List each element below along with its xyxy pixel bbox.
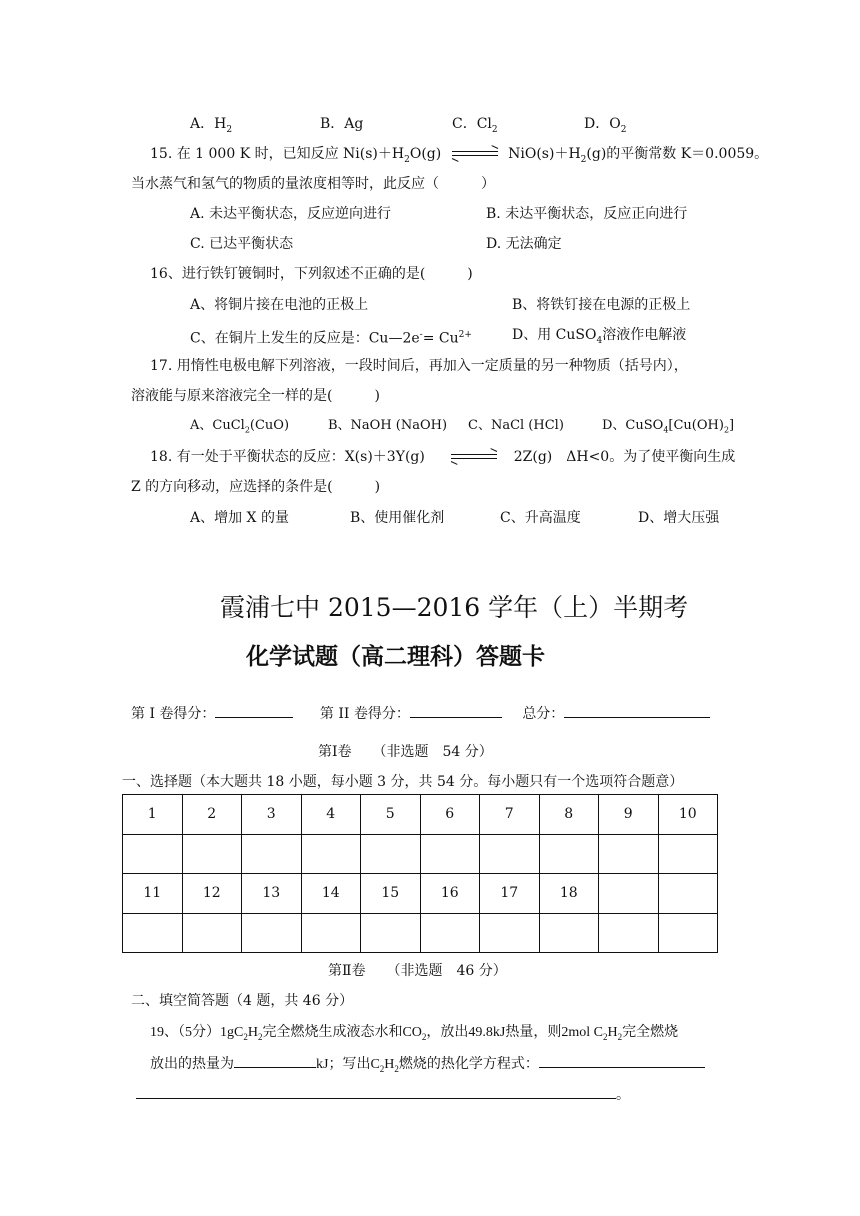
grid-number: 17 [480, 874, 540, 914]
answer-cell[interactable] [539, 913, 599, 953]
answer-grid-numbers-row [123, 795, 718, 835]
q18-stem-line1: 18. 有一处于平衡状态的反应：X(s)＋3Y(g) 2Z(g) ΔH<0。为了使平衡向生成 [150, 449, 736, 465]
grid-number: 2 [182, 795, 242, 835]
answer-grid-answers-row [123, 834, 718, 874]
answer-cell[interactable] [539, 834, 599, 874]
grid-number: 7 [480, 795, 540, 835]
q15-option-c: C. 已达平衡状态 [190, 236, 294, 252]
grid-number: 4 [301, 795, 361, 835]
q18-stem-line2: Z 的方向移动，应选择的条件是( ) [131, 479, 381, 495]
score-row [131, 703, 731, 724]
score-part2-label: 第 II 卷得分： [319, 706, 410, 722]
answer-grid-numbers-row [123, 874, 718, 914]
q17-option-c: C、NaCl (HCl) [468, 418, 564, 433]
answer-cell[interactable] [301, 913, 361, 953]
answer-cell[interactable] [182, 913, 242, 953]
equilibrium-arrow-icon [452, 148, 498, 160]
answer-grid [122, 794, 718, 953]
answer-cell[interactable] [480, 913, 540, 953]
section1-heading: 第Ⅰ卷 （非选题 54 分） [318, 744, 493, 760]
q15-option-d: D. 无法确定 [486, 236, 562, 252]
answer-cell[interactable] [658, 913, 718, 953]
q14-option-c: C．$Cl_2$ [452, 116, 498, 135]
q16-option-b: B、将铁钉接在电源的正极上 [512, 297, 691, 313]
answer-cell[interactable] [599, 834, 659, 874]
score-part1-label: 第 I 卷得分： [131, 706, 216, 722]
q16-option-c: C、在铜片上发生的反应是：Cu—2e-= $Cu^{2+}$ [190, 330, 472, 347]
grid-number: 6 [420, 795, 480, 835]
q19-heat-field[interactable] [234, 1053, 316, 1068]
answer-cell[interactable] [480, 834, 540, 874]
q19-line3: 。 [136, 1084, 630, 1105]
q16-option-a: A、将铜片接在电池的正极上 [190, 297, 369, 313]
grid-number: 15 [361, 874, 421, 914]
q16-stem: 16、进行铁钉镀铜时，下列叙述不正确的是( ) [150, 266, 473, 282]
answer-cell[interactable] [123, 913, 183, 953]
answer-cell[interactable] [242, 913, 302, 953]
q17-stem-line1: 17. 用惰性电极电解下列溶液，一段时间后，再加入一定质量的另一种物质（括号内）， [150, 358, 688, 374]
grid-number [599, 874, 659, 914]
q14-option-d: D．$O_2$ [584, 116, 627, 135]
q17-option-a: A、CuCl$_2$(CuO) [190, 418, 290, 435]
grid-number: 5 [361, 795, 421, 835]
q15-option-a: A. 未达平衡状态，反应逆向进行 [190, 206, 392, 222]
grid-number: 1 [123, 795, 183, 835]
answer-grid-answers-row [123, 913, 718, 953]
q15-option-b: B. 未达平衡状态，反应正向进行 [486, 206, 688, 222]
q16-option-d: D、用 CuSO$_4$溶液作电解液 [512, 327, 687, 346]
q19-line2: 放出的热量为 kJ；写出$C_2H_2$燃烧的热化学方程式： [150, 1053, 705, 1079]
q17-option-d: D、$CuSO_4[Cu(OH)_2]$ [602, 418, 735, 435]
answer-cell[interactable] [420, 834, 480, 874]
q14-option-b: B．Ag [320, 116, 364, 132]
q18-option-c: C、升高温度 [500, 510, 581, 526]
answer-cell[interactable] [301, 834, 361, 874]
answer-cell[interactable] [123, 834, 183, 874]
score-total-field[interactable] [564, 703, 710, 718]
grid-number: 13 [242, 874, 302, 914]
grid-number: 16 [420, 874, 480, 914]
q17-option-b: B、NaOH (NaOH) [328, 418, 448, 433]
answer-cell[interactable] [182, 834, 242, 874]
q15-stem-line1: 15. 在 1 000 K 时，已知反应 $Ni(s)+H_2O(g)$ $NiO(s)+H_2(g)$的平衡常数 K＝0.0059。 [150, 146, 769, 165]
section2-heading: 第Ⅱ卷 （非选题 46 分） [328, 963, 507, 979]
answer-card-subtitle: 化学试题（高二理科）答题卡 [246, 644, 545, 670]
grid-number: 14 [301, 874, 361, 914]
equilibrium-arrow-icon [451, 451, 497, 463]
section2-instruction: 二、填空简答题（4 题，共 46 分） [131, 993, 354, 1009]
answer-card-title: 霞浦七中 2015—2016 学年（上）半期考 [220, 593, 689, 622]
grid-number: 11 [123, 874, 183, 914]
grid-number: 8 [539, 795, 599, 835]
grid-number: 12 [182, 874, 242, 914]
grid-number: 10 [658, 795, 718, 835]
answer-cell[interactable] [658, 834, 718, 874]
score-part1-field[interactable] [215, 703, 293, 718]
grid-number: 18 [539, 874, 599, 914]
answer-cell[interactable] [361, 913, 421, 953]
score-total-label: 总分： [522, 706, 565, 722]
q15-stem-line2: 当水蒸气和氢气的物质的量浓度相等时，此反应（ ） [131, 176, 495, 192]
q18-option-a: A、增加 X 的量 [190, 510, 289, 526]
q18-option-b: B、使用催化剂 [350, 510, 445, 526]
answer-cell[interactable] [242, 834, 302, 874]
q19-equation-field-2[interactable] [136, 1084, 616, 1099]
answer-cell[interactable] [599, 913, 659, 953]
grid-number: 3 [242, 795, 302, 835]
q14-option-a: A．$H_2$ [190, 116, 233, 135]
q18-option-d: D、增大压强 [638, 510, 720, 526]
score-part2-field[interactable] [410, 703, 502, 718]
q19-equation-field-1[interactable] [539, 1053, 705, 1068]
grid-number: 9 [599, 795, 659, 835]
section1-instruction: 一、选择题（本大题共 18 小题，每小题 3 分，共 54 分。每小题只有一个选项符合题意） [122, 774, 684, 790]
answer-cell[interactable] [420, 913, 480, 953]
grid-number [658, 874, 718, 914]
q19-line1: 19、（5分）$1gC_2H_2$完全燃烧生成液态水和$CO_2$，放出49.8kJ热量，则2mol $C_2H_2$完全燃烧 [150, 1025, 679, 1042]
q17-stem-line2: 溶液能与原来溶液完全一样的是( ) [131, 388, 380, 404]
answer-cell[interactable] [361, 834, 421, 874]
